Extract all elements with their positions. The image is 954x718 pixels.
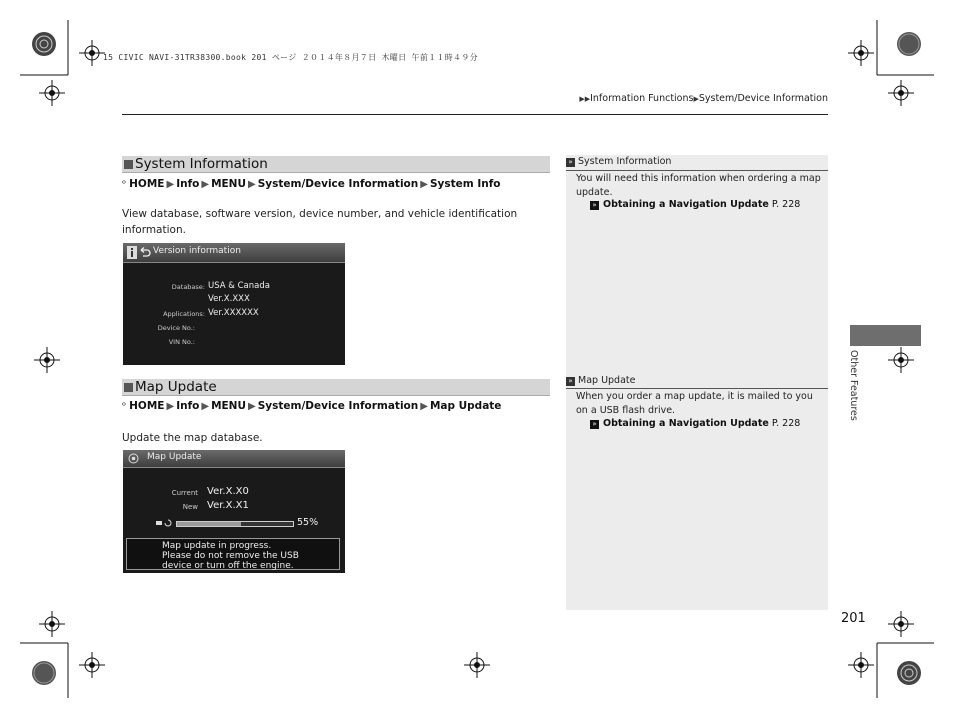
map-update-screen-title: Map Update [147,452,202,462]
chapter-tab-label: Other Features [848,350,859,421]
update-progress-icon [156,519,172,527]
page-number: 201 [841,611,866,626]
arrow-icon: ▶ [248,179,256,190]
screen-titlebar [123,450,345,468]
arrow-icon: ▶ [693,95,699,103]
cross-reference-icon: » [590,201,599,210]
system-info-description: View database, software version, device number, and vehicle identification information. [122,208,518,236]
arrow-icon: ▶ [420,401,428,412]
database-version: Ver.X.XXX [208,294,250,304]
sidebar-notes [566,155,828,610]
arrow-icon: ▶ [166,179,175,190]
update-message-box [126,538,340,570]
double-arrow-icon: ▶▶ [579,95,591,103]
arrow-icon: ▶ [201,401,210,412]
update-message: Map update in progress. Please do not remove the USB device or turn off the engine. [162,541,299,571]
new-label: New [182,503,198,511]
settings-icon [128,453,139,464]
map-update-heading: Map Update [135,379,217,395]
screen-titlebar [123,243,345,263]
map-update-section-bar [122,379,550,396]
print-header: 15 CIVIC NAVI-31TR38300.book 201 ページ ２０１４年８月７日 木曜日 午前１１時４９分 [103,53,478,62]
map-update-description: Update the map database. [122,432,263,444]
map-update-path: ᵒ HOME ▶ Info ▶ MENU ▶ System/Device Information ▶ Map Update [122,400,502,412]
breadcrumb-part1: Information Functions [590,93,694,104]
map-note-heading: » Map Update [566,375,635,386]
top-rule [122,114,828,115]
map-update-screen [123,450,345,573]
progress-percent: 55% [297,517,319,528]
map-note-text: When you order a map update, it is mailed to you on a USB flash drive. [576,391,813,416]
update-progress-bar [176,521,294,527]
section-square-icon [124,383,133,392]
database-label: Database: [171,283,205,291]
system-note-text: You will need this information when ordering a map update. [576,173,821,198]
chapter-tab [850,325,921,346]
system-note-heading: » System Information [566,156,671,167]
vin-no-label: VIN No.: [168,338,195,346]
voice-command-icon: ᵒ [122,401,127,412]
database-value: USA & Canada [208,281,270,291]
arrow-icon: ▶ [420,179,428,190]
section-square-icon [124,160,133,169]
system-note-link[interactable]: » Obtaining a Navigation Update P. 228 [590,199,800,210]
map-note-link[interactable]: » Obtaining a Navigation Update P. 228 [590,418,800,429]
voice-command-icon: ᵒ [122,179,127,190]
arrow-icon: ▶ [166,401,175,412]
side-rule [566,388,828,389]
new-version: Ver.X.X1 [207,500,249,511]
breadcrumb [579,93,828,104]
arrow-icon: ▶ [201,179,210,190]
info-back-icon [127,246,151,259]
version-info-title: Version information [153,246,241,256]
version-info-screen [123,243,345,365]
reference-arrow-icon: » [566,158,575,167]
update-progress-fill [177,522,241,526]
current-label: Current [171,489,198,497]
device-no-label: Device No.: [157,324,195,332]
applications-value: Ver.XXXXXX [208,308,259,318]
arrow-icon: ▶ [248,401,256,412]
side-rule [566,170,828,171]
breadcrumb-part2: System/Device Information [698,93,828,104]
system-info-path: ᵒ HOME ▶ Info ▶ MENU ▶ System/Device Information ▶ System Info [122,178,501,190]
system-info-section-bar [122,156,550,173]
reference-arrow-icon: » [566,377,575,386]
applications-label: Applications: [163,310,205,318]
cross-reference-icon: » [590,420,599,429]
current-version: Ver.X.X0 [207,486,249,497]
system-info-heading: System Information [135,156,268,172]
